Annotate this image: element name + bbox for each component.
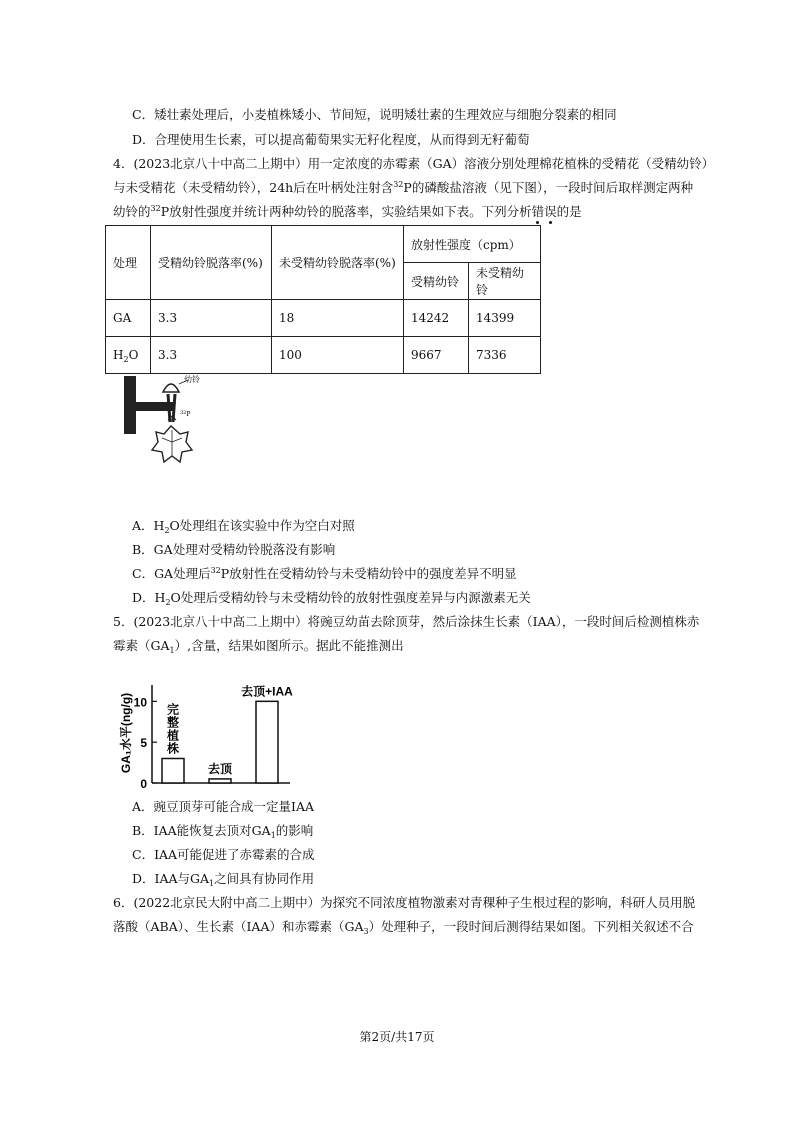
bar [162,759,184,784]
cell-treatment: GA [106,300,151,337]
bar-label: 去顶+IAA [241,684,293,699]
cell-fert: 9667 [404,337,469,374]
q5-option-c: C．IAA可能促进了赤霉素的合成 [132,847,315,862]
table-row [106,300,541,337]
cell-fert-drop: 3.3 [151,337,272,374]
bar [209,779,231,783]
option-d-prev: D．合理使用生长素，可以提高葡萄果实无籽化程度，从而得到无籽葡萄 [132,132,530,147]
question-6-line1: 6．(2022北京民大附中高二上期中）为探究不同浓度植物激素对青稞种子生根过程的影响，科研人员用脱 [113,895,696,910]
header-treatment: 处理 [106,226,151,300]
header-fert-drop: 受精幼铃脱落率(%) [151,226,272,300]
cell-unfert-drop: 100 [272,337,404,374]
q4-option-c: C．GA处理后$^{32}$P放射性在受精幼铃与未受精幼铃中的强度差异不明显 [132,566,517,581]
header-unfert: 未受精幼铃 [469,263,541,300]
bar-label: 完 [166,702,180,717]
header-unfert-drop: 未受精幼铃脱落率(%) [272,226,404,300]
bar-label: 去顶 [207,761,233,776]
q5-option-a: A．豌豆顶芽可能合成一定量IAA [132,799,315,814]
question-6-line2: 落酸（ABA）、生长素（IAA）和赤霉素$(GA_3)$处理种子，一段时间后测得结果如图。下列相关叙述不合 [113,919,694,936]
boll-label: 幼铃 [184,375,200,384]
q4-option-a: A．$H_2O$处理组在该实验中作为空白对照 [132,518,355,535]
cell-fert-drop: 3.3 [151,300,272,337]
y-tick-label: 5 [140,736,147,751]
question-5-line2: 霉素$(GA_1)$,含量，结果如图所示。据此不能推测出 [113,638,404,655]
ga1-bar-chart [116,665,302,793]
bar-label: 株 [166,741,180,756]
question-4-line2: 与未受精花（未受精幼铃），24h后在叶柄处注射含$^{32}$P的磷酸盐溶液（见下图），一段时间后取样测定两种 [113,180,694,195]
cotton-boll-diagram [118,370,200,482]
table-row [106,337,541,374]
option-c-prev: C．矮壮素处理后，小麦植株矮小、节间短，说明矮壮素的生理效应与细胞分裂素的相同 [132,107,617,122]
header-fert: 受精幼铃 [404,263,469,300]
cell-unfert: 14399 [469,300,541,337]
bar-label: 整 [166,715,180,730]
cell-treatment: $H_2O$ [106,337,151,374]
boll-icon [163,384,179,392]
q5-option-d: D．IAA与$GA_1$之间具有协同作用 [132,871,315,888]
y-axis-label: GA₁水平(ng/g) [119,692,133,774]
cell-fert: 14242 [404,300,469,337]
q4-option-b: B．GA处理对受精幼铃脱落没有影响 [132,542,336,557]
results-table [105,225,541,374]
question-5-line1: 5．(2023北京八十中高二上期中）将豌豆幼苗去除顶芽，然后涂抹生长素（IAA），一段时间后检测植株赤 [113,614,700,629]
bar [256,701,278,783]
p32-label: $^{32}$P [180,410,191,418]
question-4-line3: 幼铃的$^{32}$P放射性强度并统计两种幼铃的脱落率，实验结果如下表。下列分析错误的是 [113,204,582,219]
header-radioactivity: 放射性强度（cpm） [404,226,541,263]
cell-unfert: 7336 [469,337,541,374]
q5-option-b: B．IAA能恢复去顶对$GA_1$的影响 [132,823,314,840]
y-tick-label: 10 [133,695,147,710]
y-tick-label: 0 [140,777,147,791]
cell-unfert-drop: 18 [272,300,404,337]
bar-label: 植 [166,728,180,743]
question-4-line1: 4．(2023北京八十中高二上期中）用一定浓度的赤霉素（GA）溶液分别处理棉花植株的受精花（受精幼铃） [113,156,715,171]
page-footer: 第2页/共17页 [359,1030,435,1044]
q4-option-d: D．$H_2O$处理后受精幼铃与未受精幼铃的放射性强度差异与内源激素无关 [132,590,531,607]
